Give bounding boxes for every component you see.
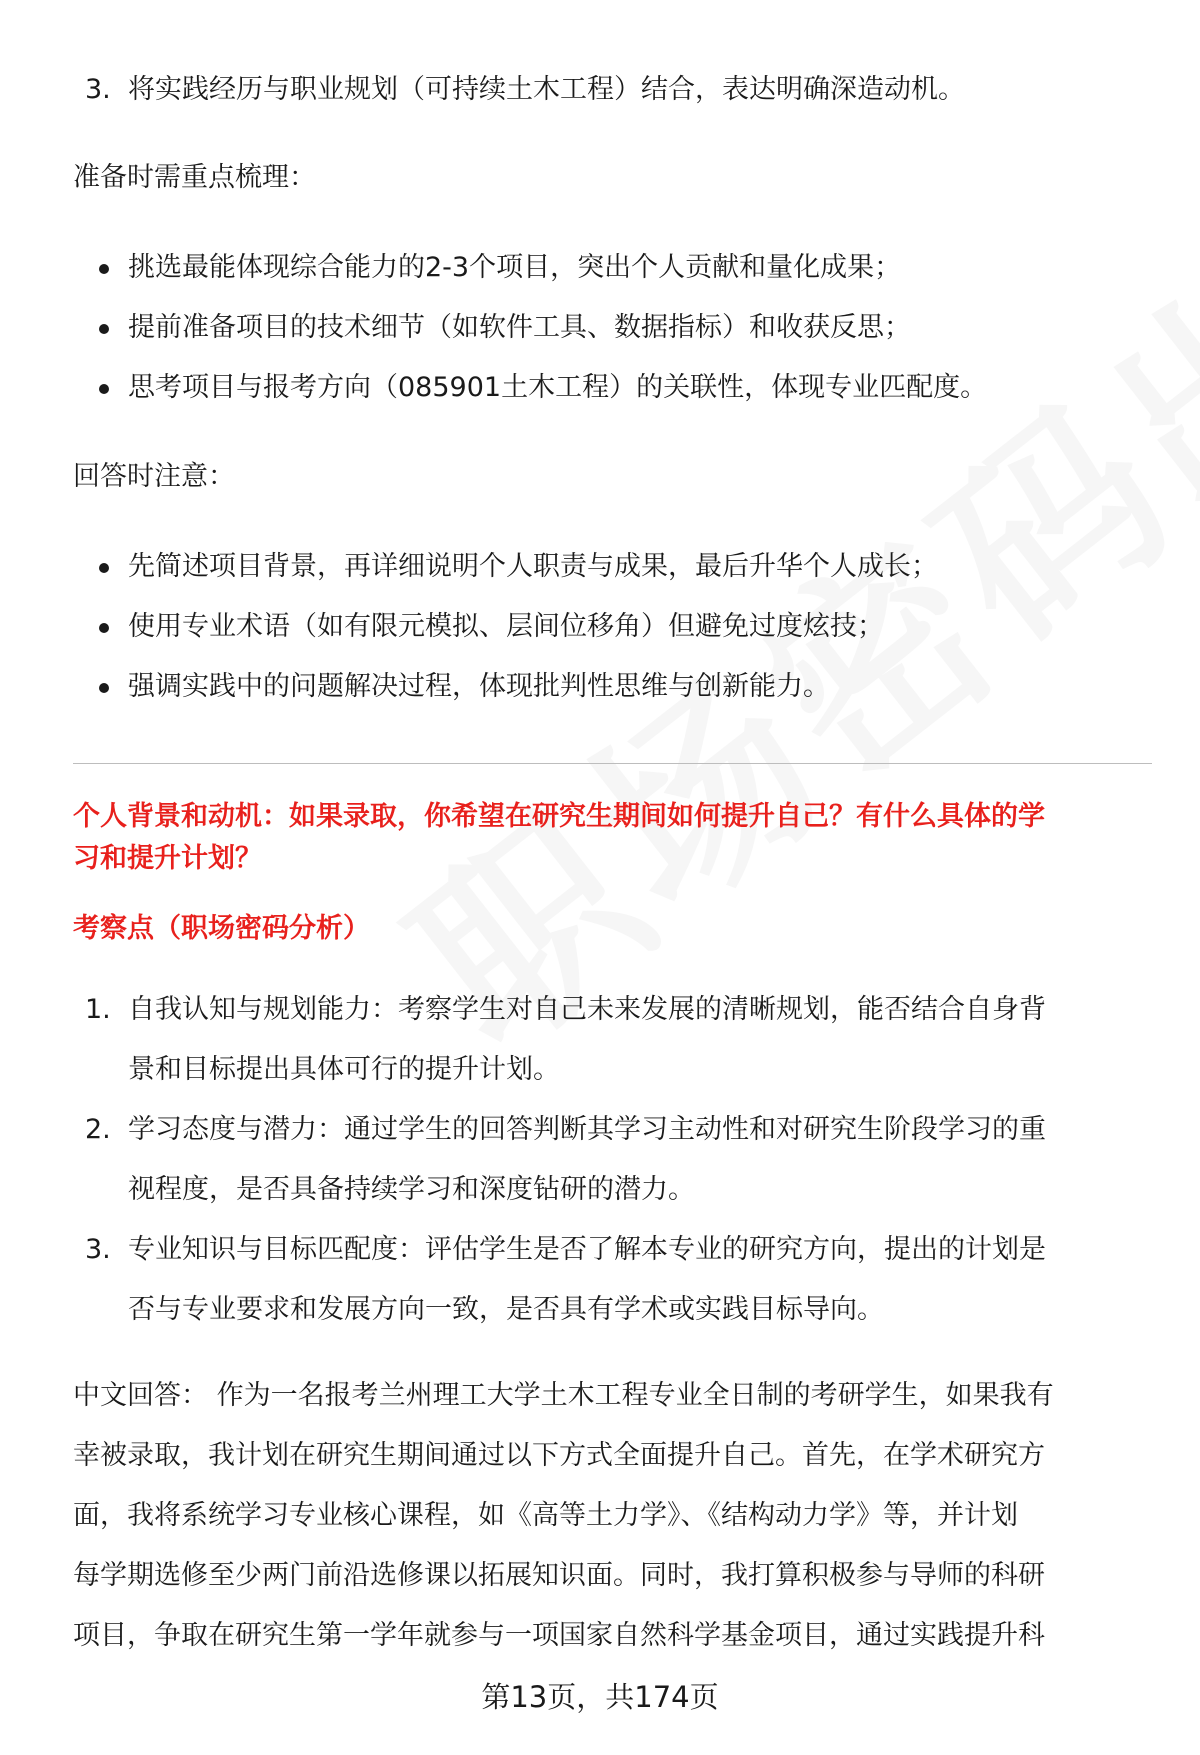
list-number: 1. [85, 994, 111, 1025]
bullet-dot [99, 563, 109, 573]
answer-paragraph-line-3: 面，我将系统学习专业核心课程，如《高等土力学》、《结构动力学》等，并计划 [73, 1500, 1018, 1531]
kaocha-item-3-line-2: 否与专业要求和发展方向一致，是否具有学术或实践目标导向。 [128, 1294, 884, 1325]
kaocha-item-1-line-1: 自我认知与规划能力：考察学生对自己未来发展的清晰规划，能否结合自身背 [128, 994, 1046, 1025]
list-number: 3. [85, 74, 111, 105]
answer-paragraph-line-2: 幸被录取，我计划在研究生期间通过以下方式全面提升自己。首先，在学术研究方 [73, 1440, 1045, 1471]
question-title-line-1: 个人背景和动机：如果录取，你希望在研究生期间如何提升自己？有什么具体的学 [73, 801, 1045, 832]
answer-paragraph-line-4: 每学期选修至少两门前沿选修课以拓展知识面。同时，我打算积极参与导师的科研 [73, 1560, 1045, 1591]
page-number-footer: 第13页，共174页 [481, 1680, 719, 1714]
list-number: 3. [85, 1234, 111, 1265]
list-item-text: 将实践经历与职业规划（可持续土木工程）结合，表达明确深造动机。 [128, 74, 965, 105]
bullet-dot [99, 623, 109, 633]
bullet-dot [99, 264, 109, 274]
tips-bullet-1: 先简述项目背景，再详细说明个人职责与成果，最后升华个人成长； [128, 551, 938, 582]
kaocha-item-1-line-2: 景和目标提出具体可行的提升计划。 [128, 1054, 560, 1085]
list-number: 2. [85, 1114, 111, 1145]
answer-paragraph-line-1: 中文回答： 作为一名报考兰州理工大学土木工程专业全日制的考研学生，如果我有 [73, 1380, 1054, 1411]
prep-bullet-3: 思考项目与报考方向（085901土木工程）的关联性，体现专业匹配度。 [128, 372, 988, 403]
prep-bullet-1: 挑选最能体现综合能力的2-3个项目，突出个人贡献和量化成果； [128, 252, 902, 283]
kaocha-item-2-line-2: 视程度，是否具备持续学习和深度钻研的潜力。 [128, 1174, 695, 1205]
bullet-dot [99, 384, 109, 394]
tips-bullet-2: 使用专业术语（如有限元模拟、层间位移角）但避免过度炫技； [128, 611, 884, 642]
prep-heading: 准备时需重点梳理： [73, 162, 316, 193]
tips-bullet-3: 强调实践中的问题解决过程，体现批判性思维与创新能力。 [128, 671, 830, 702]
answer-paragraph-line-5: 项目，争取在研究生第一学年就参与一项国家自然科学基金项目，通过实践提升科 [73, 1620, 1045, 1651]
section-divider [73, 763, 1152, 764]
bullet-dot [99, 324, 109, 334]
bullet-dot [99, 683, 109, 693]
kaocha-item-3-line-1: 专业知识与目标匹配度：评估学生是否了解本专业的研究方向，提出的计划是 [128, 1234, 1046, 1265]
answer-tips-heading: 回答时注意： [73, 461, 235, 492]
prep-bullet-2: 提前准备项目的技术细节（如软件工具、数据指标）和收获反思； [128, 312, 911, 343]
kaocha-heading: 考察点（职场密码分析） [73, 913, 370, 944]
question-title-line-2: 习和提升计划？ [73, 843, 262, 874]
kaocha-item-2-line-1: 学习态度与潜力：通过学生的回答判断其学习主动性和对研究生阶段学习的重 [128, 1114, 1046, 1145]
